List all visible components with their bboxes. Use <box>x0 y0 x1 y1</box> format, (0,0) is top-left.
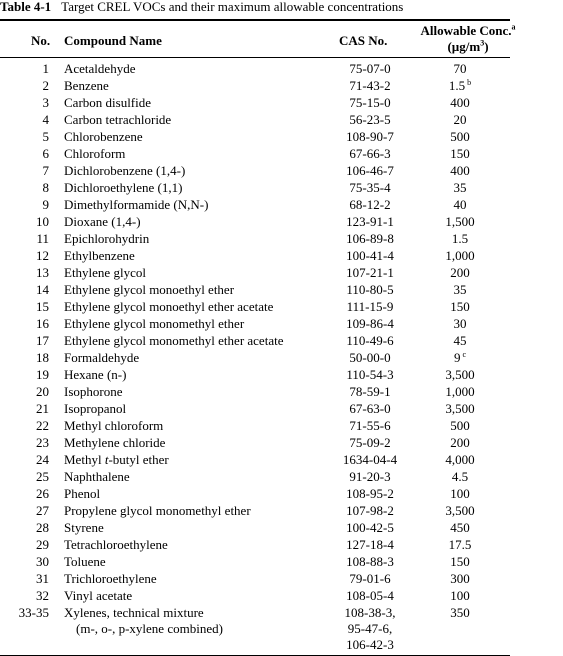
cell-allowable-conc <box>430 588 490 604</box>
cell-no: 19 <box>36 367 49 382</box>
cell-no: 6 <box>42 146 49 161</box>
conc-value: 45 <box>453 333 467 348</box>
compound-name-line: Xylenes, technical mixture <box>64 605 204 620</box>
table-row <box>0 605 563 656</box>
table-row <box>0 588 563 605</box>
conc-value: 150 <box>450 146 470 161</box>
cell-allowable-conc <box>430 146 490 162</box>
cell-no: 16 <box>36 316 49 331</box>
cell-no: 20 <box>36 384 49 399</box>
conc-value: 1,000 <box>445 248 475 263</box>
conc-value: 150 <box>450 554 470 569</box>
table-row <box>0 231 563 248</box>
cell-allowable-conc <box>430 299 490 315</box>
conc-value: 20 <box>453 112 467 127</box>
conc-value: 4,000 <box>445 452 475 467</box>
cell-allowable-conc <box>430 418 490 434</box>
conc-value: 4.5 <box>451 469 469 484</box>
cell-cas-no: 67-66-3 <box>349 146 391 161</box>
header-conc-unit-post: ) <box>484 39 489 54</box>
table-row <box>0 452 563 469</box>
table-row <box>0 384 563 401</box>
cell-no: 4 <box>42 112 49 127</box>
cell-compound-name: Formaldehyde <box>64 350 140 365</box>
cell-no: 30 <box>36 554 49 569</box>
table-row <box>0 61 563 78</box>
conc-value: 17.5 <box>448 537 472 552</box>
cell-cas-no: 123-91-1 <box>346 214 394 229</box>
cell-compound-name: Ethylene glycol monomethyl ether acetate <box>64 333 284 348</box>
table-row <box>0 571 563 588</box>
cell-compound-name: Carbon disulfide <box>64 95 152 110</box>
cell-no: 29 <box>36 537 49 552</box>
compound-name-part: -butyl ether <box>108 452 169 467</box>
cell-cas-no: 107-98-2 <box>346 503 394 518</box>
table-row <box>0 265 563 282</box>
cell-cas-no: 71-43-2 <box>349 78 391 93</box>
conc-value: 100 <box>450 588 470 603</box>
conc-value: 3,500 <box>445 401 475 416</box>
cell-compound-name: Styrene <box>64 520 104 535</box>
cell-compound-name: Methylene chloride <box>64 435 166 450</box>
compound-name-part: Methyl <box>64 452 105 467</box>
cell-allowable-conc <box>430 537 490 553</box>
table-row <box>0 146 563 163</box>
cell-no: 18 <box>36 350 49 365</box>
table-row <box>0 112 563 129</box>
header-conc-unit-sup: 3 <box>480 38 485 48</box>
cell-compound-name: Trichloroethylene <box>64 571 157 586</box>
cell-cas-no: 111-15-9 <box>346 299 394 314</box>
cell-allowable-conc <box>430 61 490 77</box>
cell-no: 17 <box>36 333 49 348</box>
conc-value: 70 <box>453 61 467 76</box>
cell-compound-name: Chloroform <box>64 146 126 161</box>
cell-allowable-conc <box>430 163 490 179</box>
conc-value: 40 <box>453 197 467 212</box>
table-row <box>0 214 563 231</box>
cell-cas-no: 127-18-4 <box>346 537 394 552</box>
cas-line: 95-47-6, <box>347 621 393 636</box>
cell-compound-name: Isophorone <box>64 384 123 399</box>
table-row <box>0 520 563 537</box>
cell-no: 12 <box>36 248 49 263</box>
conc-value: 30 <box>453 316 467 331</box>
cell-allowable-conc <box>430 95 490 111</box>
cell-no: 21 <box>36 401 49 416</box>
header-conc-footnote: a <box>511 22 516 32</box>
cell-cas-no: 108-95-2 <box>346 486 394 501</box>
conc-value: 500 <box>450 129 470 144</box>
cell-no: 23 <box>36 435 49 450</box>
cell-allowable-conc <box>430 469 490 485</box>
cell-cas-no: 100-41-4 <box>346 248 394 263</box>
conc-value: 35 <box>453 282 467 297</box>
cell-compound-name: Hexane (n-) <box>64 367 127 382</box>
cell-allowable-conc <box>430 486 490 502</box>
table-row <box>0 469 563 486</box>
cell-compound-name: Naphthalene <box>64 469 130 484</box>
cell-cas-no: 75-35-4 <box>349 180 391 195</box>
caption-text: Target CREL VOCs and their maximum allowable concentrations <box>61 0 404 14</box>
conc-value: 1.5 <box>448 78 466 93</box>
table-row <box>0 248 563 265</box>
table-caption <box>0 0 563 18</box>
conc-value: 3,500 <box>445 367 475 382</box>
header-allowable-conc <box>408 23 528 55</box>
conc-footnote: c <box>462 349 467 359</box>
cell-no: 25 <box>36 469 49 484</box>
table-row <box>0 299 563 316</box>
cell-compound-name: Ethylbenzene <box>64 248 135 263</box>
cell-compound-name: Dimethylformamide (N,N-) <box>64 197 209 212</box>
cell-compound-name: Dioxane (1,4-) <box>64 214 141 229</box>
header-conc-unit-pre: (µg/m <box>447 39 481 54</box>
header-cas-no: CAS No. <box>339 33 388 48</box>
cell-compound-name <box>64 605 223 637</box>
table-header <box>0 21 563 57</box>
cell-no: 13 <box>36 265 49 280</box>
cell-no: 15 <box>36 299 49 314</box>
cell-no: 22 <box>36 418 49 433</box>
table-row <box>0 95 563 112</box>
conc-value: 9 <box>453 350 461 365</box>
conc-value: 1.5 <box>451 231 469 246</box>
cell-allowable-conc <box>430 112 490 128</box>
cell-allowable-conc <box>430 248 490 264</box>
cell-cas-no: 78-59-1 <box>349 384 391 399</box>
cell-no: 33-35 <box>18 605 49 620</box>
compound-name-line: (m-, o-, p-xylene combined) <box>76 621 223 636</box>
cell-cas-no: 91-20-3 <box>349 469 391 484</box>
cell-allowable-conc <box>430 282 490 298</box>
header-rule <box>0 57 510 58</box>
cell-allowable-conc <box>430 316 490 332</box>
cell-no: 9 <box>42 197 49 212</box>
table-row <box>0 129 563 146</box>
cell-no: 26 <box>36 486 49 501</box>
header-conc-line1: Allowable Conc. <box>420 23 512 38</box>
cell-allowable-conc <box>430 197 490 213</box>
cell-allowable-conc <box>430 265 490 281</box>
cell-allowable-conc <box>430 452 490 468</box>
cell-allowable-conc <box>430 503 490 519</box>
cell-allowable-conc: 350 <box>450 605 470 620</box>
cell-compound-name: Dichlorobenzene (1,4-) <box>64 163 186 178</box>
compound-name-italic: t <box>104 452 109 467</box>
cell-cas-no: 109-86-4 <box>346 316 394 331</box>
table-row <box>0 418 563 435</box>
conc-value: 150 <box>450 299 470 314</box>
header-compound-name: Compound Name <box>64 33 162 48</box>
cell-cas-no: 107-21-1 <box>346 265 394 280</box>
header-no: No. <box>31 33 51 48</box>
table-row <box>0 367 563 384</box>
cell-no: 24 <box>36 452 49 467</box>
conc-value: 35 <box>453 180 467 195</box>
table-row <box>0 401 563 418</box>
table-row <box>0 78 563 95</box>
cell-no: 1 <box>42 61 49 76</box>
cell-compound-name <box>64 452 169 468</box>
cell-cas-no: 68-12-2 <box>349 197 391 212</box>
cell-cas-no: 100-42-5 <box>346 520 394 535</box>
conc-value: 200 <box>450 265 470 280</box>
cell-cas-no: 110-49-6 <box>346 333 394 348</box>
cell-compound-name: Phenol <box>64 486 101 501</box>
cell-compound-name: Carbon tetrachloride <box>64 112 172 127</box>
cell-no: 28 <box>36 520 49 535</box>
cell-cas-no: 67-63-0 <box>349 401 391 416</box>
cell-no: 8 <box>42 180 49 195</box>
cell-cas-no: 108-05-4 <box>346 588 394 603</box>
cell-allowable-conc <box>430 231 490 247</box>
cell-cas-no: 106-89-8 <box>346 231 394 246</box>
cell-compound-name: Ethylene glycol monomethyl ether <box>64 316 245 331</box>
cell-compound-name: Tetrachloroethylene <box>64 537 168 552</box>
cell-compound-name: Ethylene glycol monoethyl ether <box>64 282 235 297</box>
table-row <box>0 435 563 452</box>
conc-value: 400 <box>450 95 470 110</box>
table-row <box>0 486 563 503</box>
cell-allowable-conc <box>430 180 490 196</box>
cell-compound-name: Methyl chloroform <box>64 418 164 433</box>
cell-no: 27 <box>36 503 49 518</box>
cell-cas-no: 75-07-0 <box>349 61 391 76</box>
conc-value: 3,500 <box>445 503 475 518</box>
table-row <box>0 537 563 554</box>
cell-allowable-conc <box>430 435 490 451</box>
cell-compound-name: Benzene <box>64 78 109 93</box>
table-row <box>0 554 563 571</box>
cell-allowable-conc <box>430 384 490 400</box>
cell-cas-no: 75-09-2 <box>349 435 391 450</box>
cell-allowable-conc <box>430 554 490 570</box>
cell-allowable-conc <box>430 350 490 366</box>
cell-allowable-conc <box>430 333 490 349</box>
cell-compound-name: Ethylene glycol <box>64 265 146 280</box>
cell-compound-name: Dichloroethylene (1,1) <box>64 180 183 195</box>
conc-value: 450 <box>450 520 470 535</box>
cell-compound-name: Vinyl acetate <box>64 588 133 603</box>
conc-value: 1,000 <box>445 384 475 399</box>
cell-compound-name: Acetaldehyde <box>64 61 136 76</box>
table-row <box>0 163 563 180</box>
cell-allowable-conc <box>430 129 490 145</box>
cell-cas-no: 110-80-5 <box>346 282 394 297</box>
cell-no: 14 <box>36 282 49 297</box>
cell-allowable-conc <box>430 78 490 94</box>
table-row <box>0 180 563 197</box>
table-row <box>0 197 563 214</box>
cell-compound-name: Toluene <box>64 554 106 569</box>
cas-line: 106-42-3 <box>346 637 394 652</box>
cell-cas-no: 106-46-7 <box>346 163 394 178</box>
cell-cas-no <box>315 605 425 653</box>
cell-allowable-conc <box>430 401 490 417</box>
table-row <box>0 282 563 299</box>
cell-cas-no: 71-55-6 <box>349 418 391 433</box>
cell-allowable-conc <box>430 214 490 230</box>
table-row <box>0 316 563 333</box>
cell-cas-no: 108-88-3 <box>346 554 394 569</box>
cell-no: 2 <box>42 78 49 93</box>
cell-cas-no: 56-23-5 <box>349 112 391 127</box>
cell-cas-no: 75-15-0 <box>349 95 391 110</box>
cell-compound-name: Chlorobenzene <box>64 129 143 144</box>
cas-line: 108-38-3, <box>344 605 396 620</box>
conc-value: 200 <box>450 435 470 450</box>
cell-cas-no: 1634-04-4 <box>342 452 398 467</box>
cell-no: 11 <box>36 231 49 246</box>
conc-value: 100 <box>450 486 470 501</box>
cell-cas-no: 50-00-0 <box>349 350 391 365</box>
cell-no: 3 <box>42 95 49 110</box>
cell-no: 10 <box>36 214 49 229</box>
table-row <box>0 503 563 520</box>
table-row <box>0 333 563 350</box>
conc-value: 300 <box>450 571 470 586</box>
cell-no: 32 <box>36 588 49 603</box>
cell-allowable-conc <box>430 571 490 587</box>
cell-allowable-conc <box>430 367 490 383</box>
cell-cas-no: 108-90-7 <box>346 129 394 144</box>
cell-no: 7 <box>42 163 49 178</box>
cell-compound-name: Ethylene glycol monoethyl ether acetate <box>64 299 274 314</box>
table-row <box>0 350 563 367</box>
conc-footnote: b <box>467 77 472 87</box>
cell-allowable-conc <box>430 520 490 536</box>
cell-cas-no: 79-01-6 <box>349 571 391 586</box>
cell-cas-no: 110-54-3 <box>346 367 394 382</box>
cell-no: 31 <box>36 571 49 586</box>
cell-compound-name: Propylene glycol monomethyl ether <box>64 503 251 518</box>
conc-value: 1,500 <box>445 214 475 229</box>
cell-compound-name: Epichlorohydrin <box>64 231 150 246</box>
conc-value: 500 <box>450 418 470 433</box>
conc-value: 400 <box>450 163 470 178</box>
cell-compound-name: Isopropanol <box>64 401 127 416</box>
caption-label: Table 4-1 <box>0 0 52 14</box>
cell-no: 5 <box>42 129 49 144</box>
table-body <box>0 61 563 656</box>
